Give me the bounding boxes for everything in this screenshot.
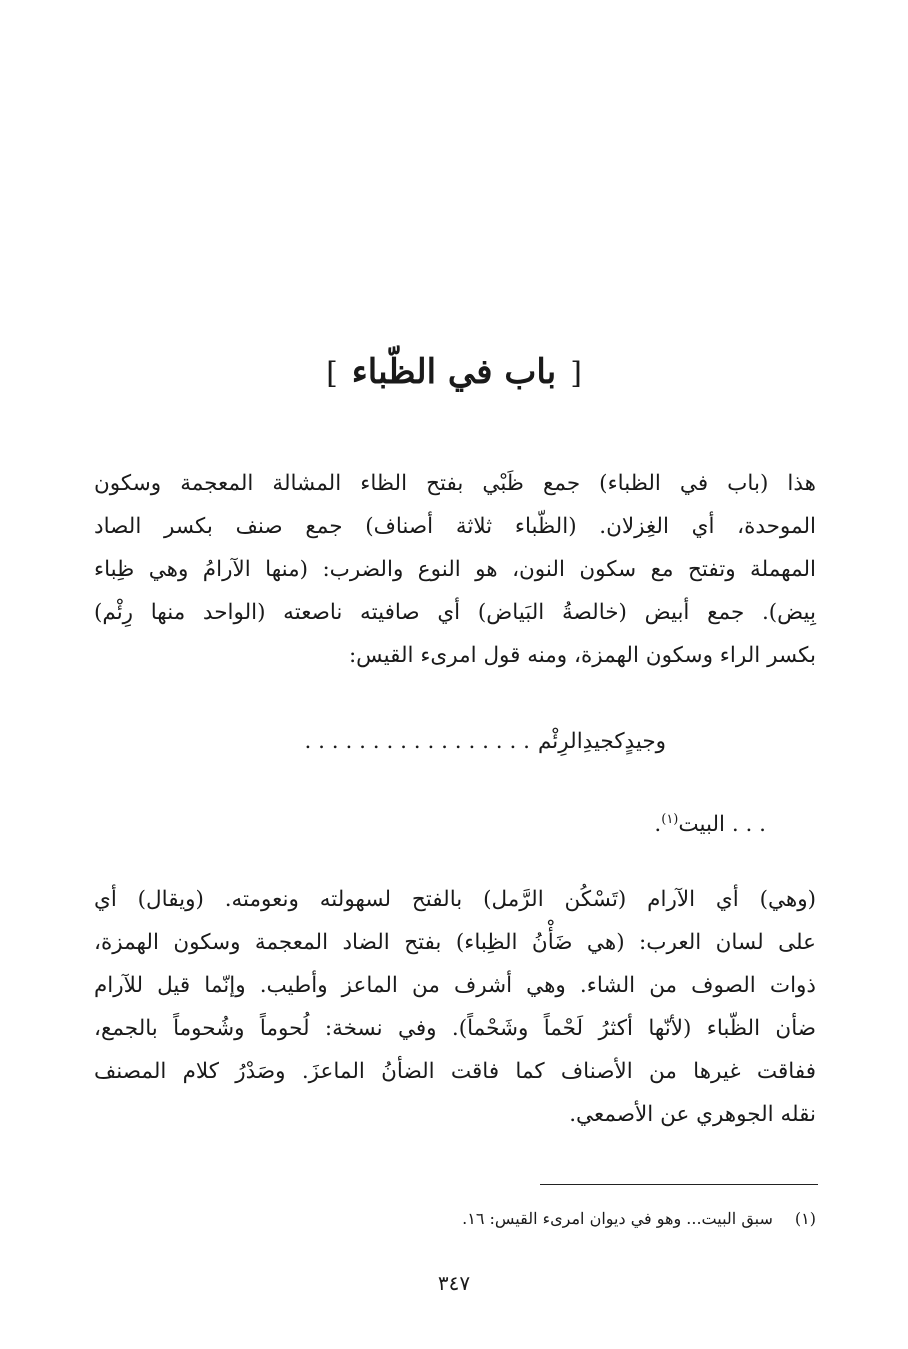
paragraph-line: هذا (باب في الظباء) جمع ظَبْي بفتح الظاء المشالة المعجمة وسكون [94,471,816,496]
footnote-number: (١) [794,1209,816,1228]
paragraph-line: ففاقت غيرها من الأصناف كما فاقت الضأنُ الماعزَ. وصَدْرُ كلام المصنف [94,1059,816,1084]
paragraph-line: بكسر الراء وسكون الهمزة، ومنه قول امرىء القيس: [348,643,816,668]
title-open-bracket: [ [570,356,582,391]
verse-ellipsis: . . . . . . . . . . . . . . . . . [304,729,530,754]
footnote-text: سبق البيت... وهو في ديوان امرىء القيس: ١٦. [462,1209,773,1228]
footnote-reference: (١) [661,812,679,827]
paragraph-line: على لسان العرب: (هي ضَأْنُ الظِباء) بفتح الضاد المعجمة وسكون الهمزة، [94,930,816,955]
chapter-title-text: باب في الظّباء [351,352,557,392]
verse-text: وجيدٍكجيدِالرِئْم [537,729,666,754]
footnote [462,1205,816,1233]
paragraph-line: الموحدة، أي الغِزلان. (الظّباء ثلاثة أصناف) جمع صنف بكسر الصاد [94,514,816,539]
paragraph-line: المهملة وتفتح مع سكون النون، هو النوع والضرب: (منها الآرامُ وهي ظِباء [94,557,816,582]
paragraph-line: نقله الجوهري عن الأصمعي. [569,1102,816,1127]
paragraph-1 [94,462,816,677]
verse-end-mark: . [654,812,662,838]
paragraph-2 [94,878,816,1136]
paragraph-line: ضأن الظّباء (لأنّها أكثرُ لَحْماً وشَحْماً). وفي نسخة: لُحوماً وشُحوماً بالجمع، [94,1016,816,1041]
chapter-title [0,344,908,402]
page-number: ٣٤٧ [437,1271,471,1295]
poem-verse [304,722,666,762]
paragraph-line: ذوات الصوف من الشاء. وهي أشرف من الماعز وأطيب. وإنّما قيل للآرام [94,973,816,998]
footnote-divider [540,1184,818,1185]
verse-continuation-text: . . . البيت [678,812,766,838]
paragraph-line: (وهي) أي الآرام (تَسْكُن الرَّمل) بالفتح لسهولته ونعومته. (ويقال) أي [94,887,816,912]
title-close-bracket: ] [326,356,338,391]
paragraph-line: بِيض). جمع أبيض (خالصةُ البَياض) أي صافيته ناصعته (الواحد منها رِئْم) [94,600,816,625]
verse-continuation [654,800,766,845]
